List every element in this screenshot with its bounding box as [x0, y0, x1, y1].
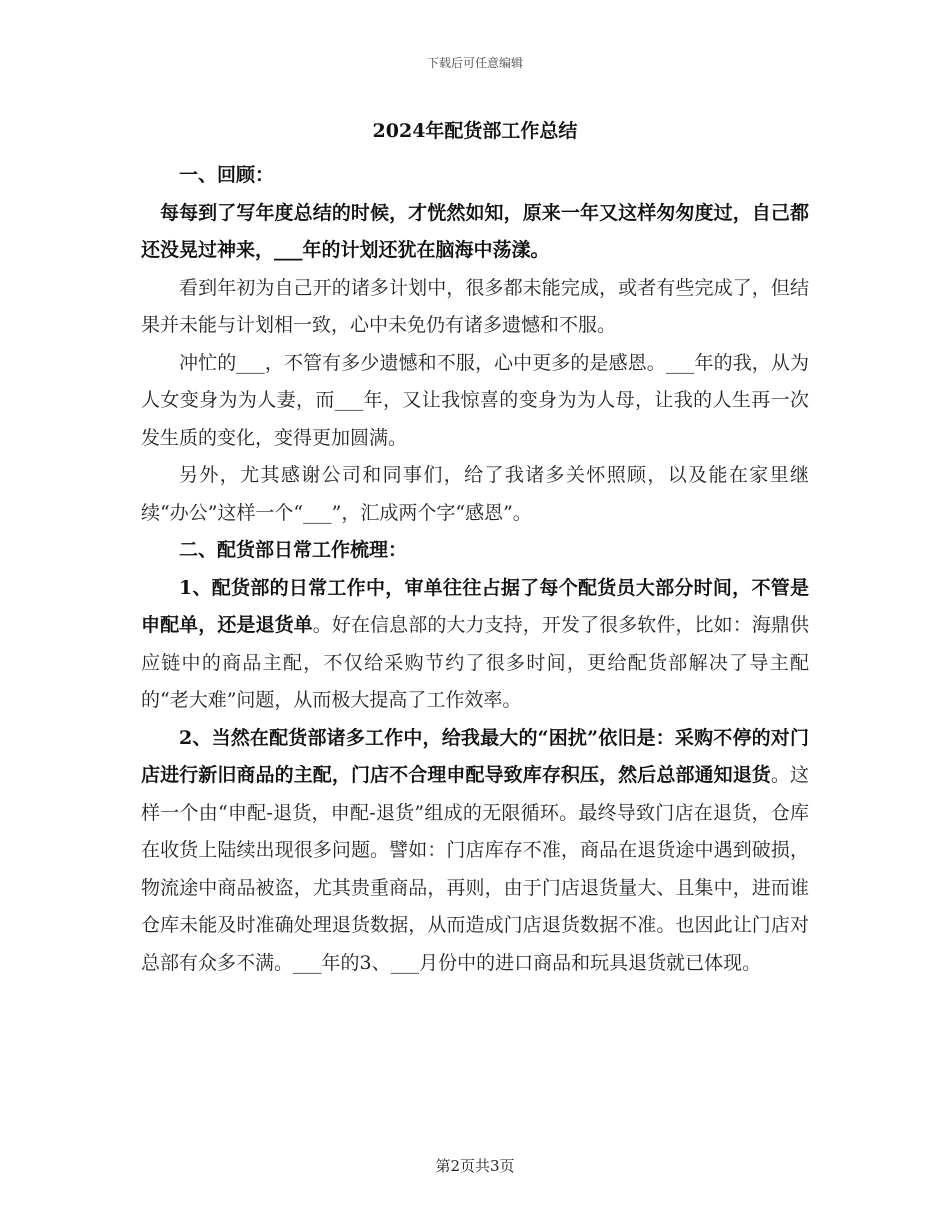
review-bold-text: 每每到了写年度总结的时候，才恍然如知，原来一年又这样匆匆度过，自己都还没晃过神来，___年的计划还犹在脑海中荡漾。: [141, 201, 809, 261]
page-number: 第2页共3页: [435, 1157, 515, 1175]
work-paragraph-2-bold: 2、当然在配货部诸多工作中，给我最大的“困扰”依旧是：采购不停的对门店进行新旧商品的主配，门店不合理申配导致库存积压，然后总部通知退货: [141, 726, 809, 786]
work-paragraph-1-text: 。好在信息部的大力支持，开发了很多软件，比如：海鼎供应链中的商品主配，不仅给采购节约了很多时间，更给配货部解决了导主配的“老大难”问题，从而极大提高了工作效率。: [141, 614, 809, 711]
work-paragraph-2: [141, 720, 809, 983]
document-title: 2024年配货部工作总结: [372, 120, 578, 142]
review-paragraph-1: 看到年初为自己开的诸多计划中，很多都未能完成，或者有些完成了，但结果并未能与计划相一致，心中未免仍有诸多遗憾和不服。: [141, 276, 809, 336]
section-heading-work: 二、配货部日常工作梳理：: [179, 539, 408, 561]
review-paragraph-2: 冲忙的___，不管有多少遗憾和不服，心中更多的是感恩。___年的我，从为人女变身为为人妻，而___年，又让我惊喜的变身为为人母，让我的人生再一次发生质的变化，变得更加圆满。: [141, 351, 809, 449]
section-heading-review: 一、回顾：: [179, 164, 275, 186]
review-bold-paragraph: [141, 195, 809, 270]
review-paragraph-3: 另外，尤其感谢公司和同事们，给了我诸多关怀照顾，以及能在家里继续“办公”这样一个“___”，汇成两个字“感恩”。: [141, 464, 809, 524]
work-paragraph-2-text: 。这样一个由“申配-退货，申配-退货”组成的无限循环。最终导致门店在退货，仓库在收货上陆续出现很多问题。譬如：门店库存不准，商品在退货途中遇到破损，物流途中商品被盗，尤其贵重商品，再则，由于门店退货量大、且集中，进而谁仓库未能及时准确处理退货数据，从而造成门店退货数据不准。也因此让门店对总部有众多不满。___年的3、___月份中的进口商品和玩具退货就已体现。: [141, 764, 809, 974]
page-header-note: 下载后可任意编辑: [426, 56, 523, 70]
work-paragraph-1-bold: 1、配货部的日常工作中，审单往往占据了每个配货员大部分时间，不管是申配单，还是退货单: [141, 576, 809, 636]
document-body: [141, 157, 809, 982]
work-paragraph-1: [141, 570, 809, 720]
